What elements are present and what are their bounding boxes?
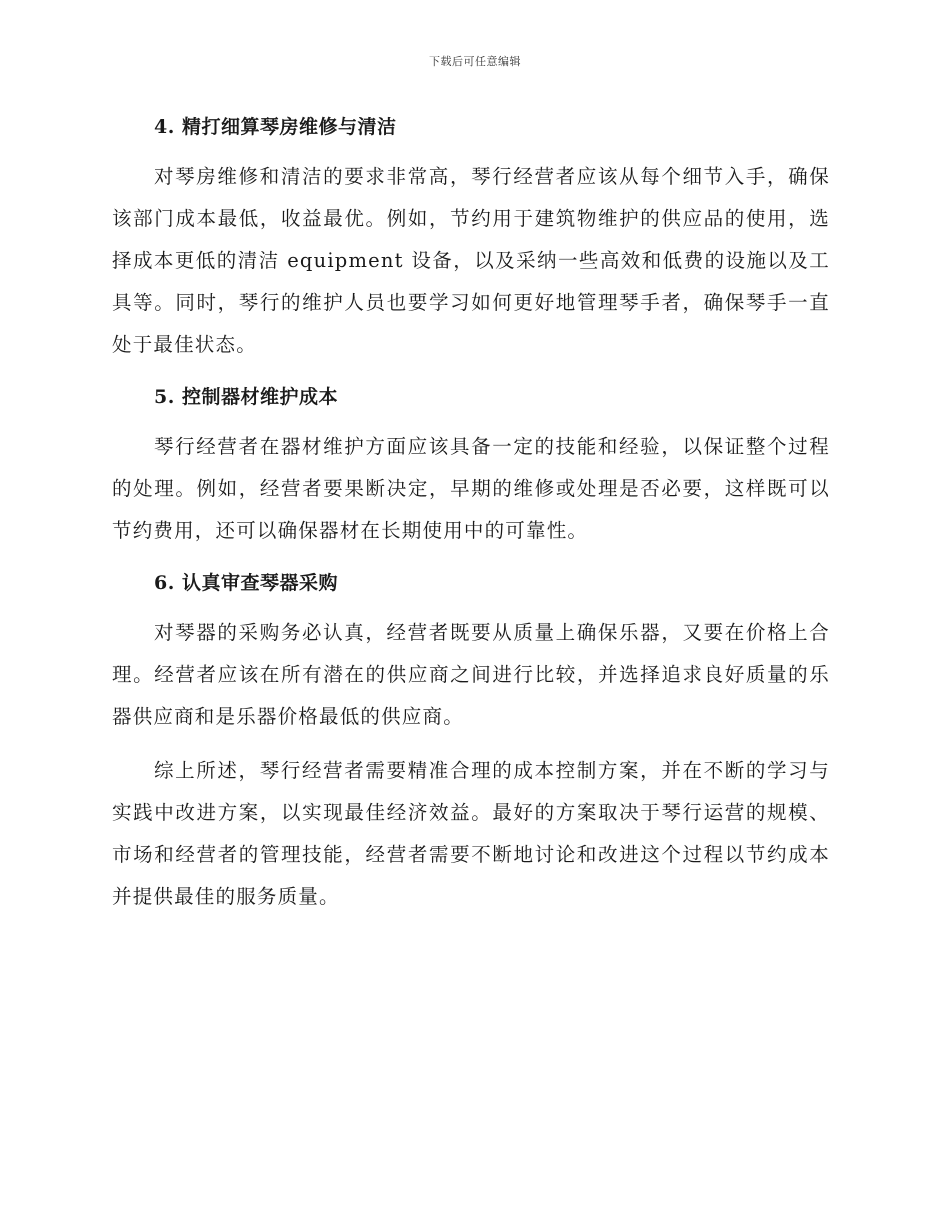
section-paragraph-6: 对琴器的采购务必认真，经营者既要从质量上确保乐器，又要在价格上合理。经营者应该在所有潜在的供应商之间进行比较，并选择追求良好质量的乐器供应商和是乐器价格最低的供应商。 bbox=[112, 621, 830, 728]
page-header: 下载后可任意编辑 bbox=[429, 55, 521, 68]
section-paragraph-4: 对琴房维修和清洁的要求非常高，琴行经营者应该从每个细节入手，确保该部门成本最低，收益最优。例如，节约用于建筑物维护的供应品的使用，选择成本更低的清洁 equipment 设备，以及采纳一些高效和低费的设施以及工具等。同时，琴行的维护人员也要学习如何更好地管理琴手者，确保琴手一直处于最佳状态。 bbox=[112, 165, 830, 356]
section-paragraph-5: 琴行经营者在器材维护方面应该具备一定的技能和经验，以保证整个过程的处理。例如，经营者要果断决定，早期的维修或处理是否必要，这样既可以节约费用，还可以确保器材在长期使用中的可靠性。 bbox=[112, 435, 830, 542]
document-body bbox=[112, 112, 830, 918]
section-heading-6: 6. 认真审查琴器采购 bbox=[154, 572, 338, 594]
section-heading-4: 4. 精打细算琴房维修与清洁 bbox=[154, 116, 397, 138]
conclusion-paragraph: 综上所述，琴行经营者需要精准合理的成本控制方案，并在不断的学习与实践中改进方案，以实现最佳经济效益。最好的方案取决于琴行运营的规模、市场和经营者的管理技能，经营者需要不断地讨论和改进这个过程以节约成本并提供最佳的服务质量。 bbox=[112, 759, 830, 908]
section-heading-5: 5. 控制器材维护成本 bbox=[154, 386, 338, 408]
